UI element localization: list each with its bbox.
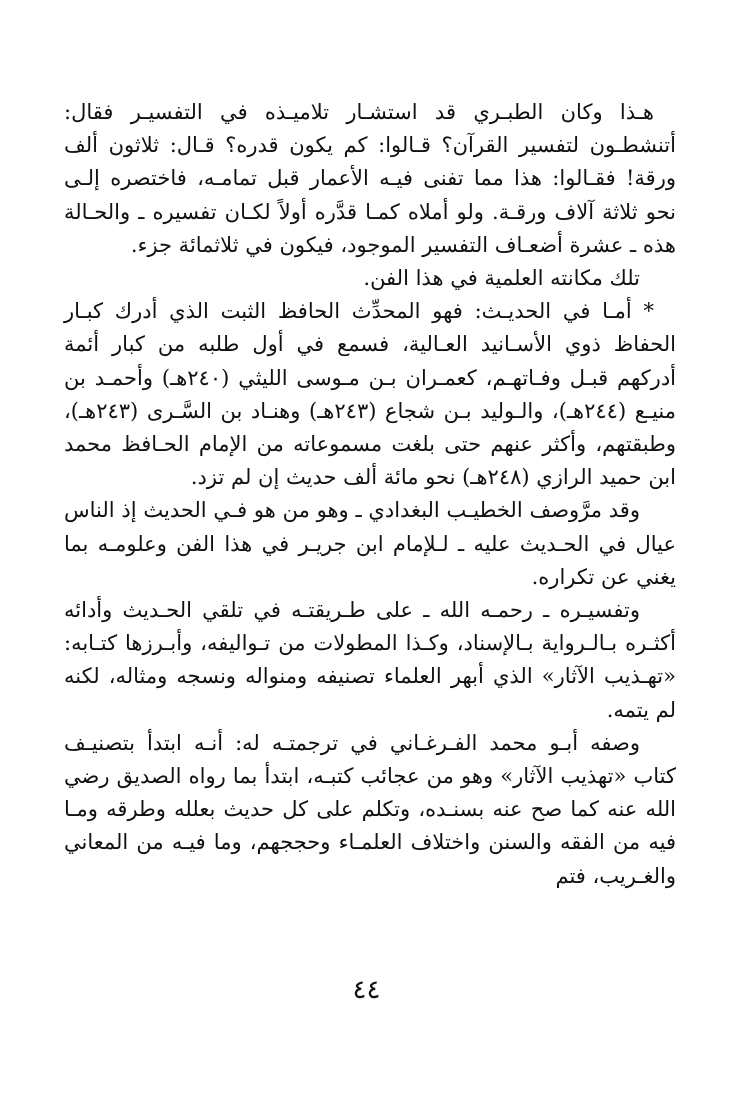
page-body-text <box>64 96 676 893</box>
paragraph-hadith: * أمـا في الحديـث: فهو المحدِّث الحافظ الثبت الذي أدرك كبـار الحفاظ ذوي الأسـانيد العـالية، فسمع في أول طلبه من كبار أئمة أدركهم قبـل وفـاتهـم، كعمـران بـن مـوسى الليثي (٢٤٠هـ) وأحمـد بن منيـع (٢٤٤هـ)، والـوليد بـن شجاع (٢٤٣هـ) وهنـاد بن السَّـرى (٢٤٣هـ)، وطبقتهم، وأكثر عنهم حتى بلغت مسموعاته من الإمام الحـافظ محمد ابن حميد الرازي (٢٤٨هـ) نحو مائة ألف حديث إن لم تزد. <box>64 299 676 490</box>
paragraph-scholarly-status: تلك مكانته العلمية في هذا الفن. <box>363 266 640 291</box>
page-number: ٤٤ <box>352 975 381 1005</box>
paragraph-khatib-description: وقد مرَّوصف الخطيـب البغدادي ـ وهو من هو فـي الحديث إذ الناس عيال في الحـديث عليه ـ لـلإمام ابن جريـر في هذا الفن وعلومـه بما يغني عن تكراره. <box>64 498 676 589</box>
paragraph-tafsir-dictation: هـذا وكان الطبـري قد استشـار تلاميـذه في التفسيـر فقال: أتنشطـون لتفسير القرآن؟ قـالوا: كم يكون قدره؟ قـال: ثلاثون ألف ورقة! فقـالوا: هذا مما تفنى فيـه الأعمار قبل تمامـه، فاختصره إلـى نحو ثلاثة آلاف ورقـة. ولو أملاه كمـا قدَّره أولاً لكـان تفسيره ـ والحـالة هذه ـ عشرة أضعـاف التفسير الموجود، فيكون في ثلاثمائة جزء. <box>64 100 676 257</box>
paragraph-farghani-description: وصفه أبـو محمد الفـرغـاني في ترجمتـه له: أنـه ابتدأ بتصنيـف كتاب «تهذيب الآثار» وهو من عجائب كتبـه، ابتدأ بما رواه الصديق رضي الله عنه كما صح عنه بسنـده، وتكلم على كل حديث بعلله وطرقه ومـا فيه من الفقه والسنن واختلاف العلمـاء وحججهم، وما فيـه من المعاني والغـريب، فتم <box>64 730 676 888</box>
paragraph-tafsir-method: وتفسيـره ـ رحمـه الله ـ على طـريقتـه في تلقي الحـديث وأدائه أكثـره بـالـرواية بـالإسناد، وكـذا المطولات من تـواليفه، وأبـرزها كتـابه: «تهـذيب الآثار» الذي أبهر العلماء تصنيفه ومنواله ونسجه ومثاله، لكنه لم يتمه. <box>64 598 676 722</box>
